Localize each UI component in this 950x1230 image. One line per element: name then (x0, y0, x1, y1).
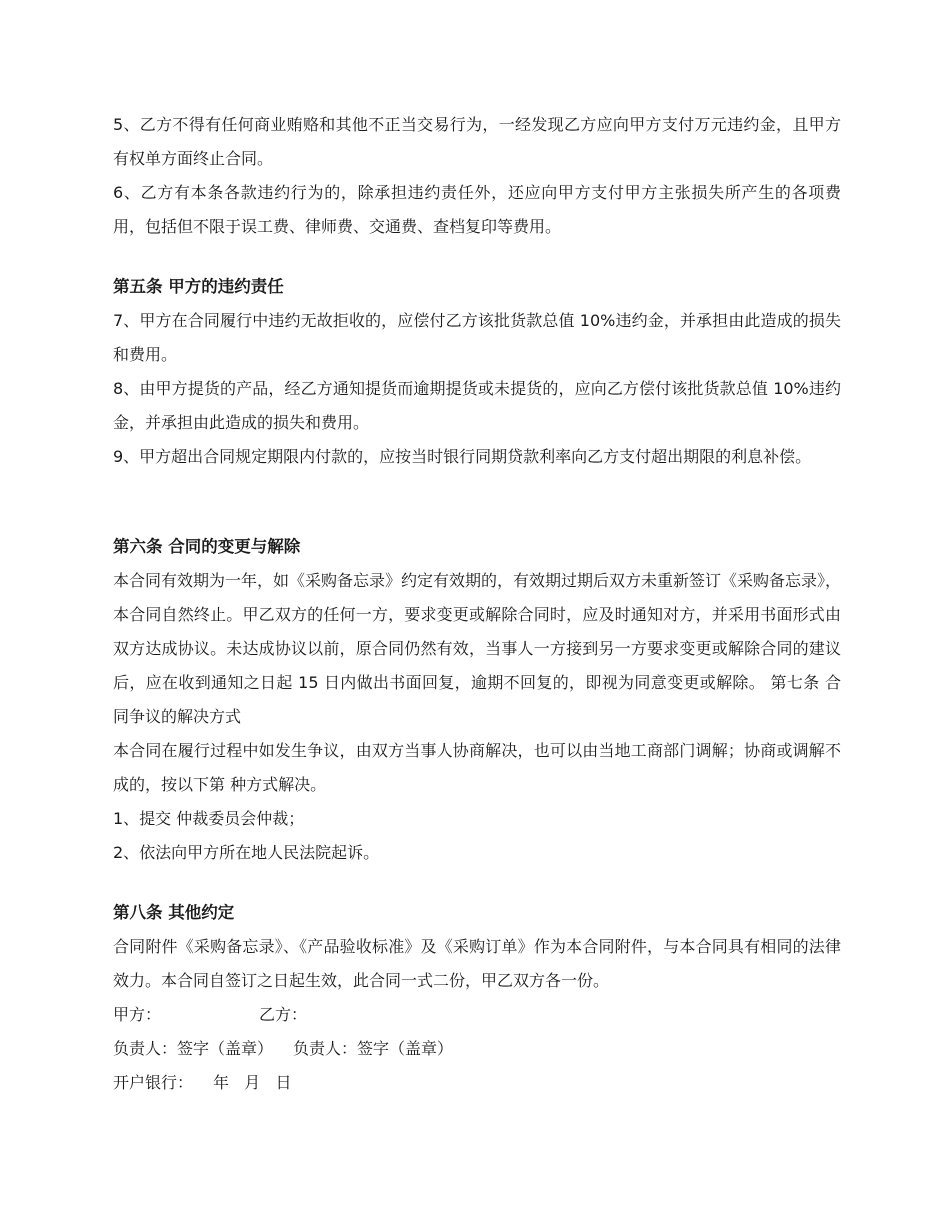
date-label: 年 月 日 (213, 1073, 292, 1092)
clause6-paragraph: 本合同有效期为一年，如《采购备忘录》约定有效期的，有效期过期后双方未重新签订《采购备忘录》，本合同自然终止。甲乙双方的任何一方，要求变更或解除合同时，应及时通知对方，并采用书面形式由双方达成协议。未达成协议以前，原合同仍然有效，当事人一方接到另一方要求变更或解除合同的建议后，应在收到通知之日起 15 日内做出书面回复，逾期不回复的，即视为同意变更或解除。 第七条 合同争议的解决方式 (113, 571, 842, 726)
clause4-item-6: 6、乙方有本条各款违约行为的，除承担违约责任外，还应向甲方支付甲方主张损失所产生的各项费用，包括但不限于误工费、律师费、交通费、查档复印等费用。 (113, 183, 841, 236)
clause5-item-8: 8、由甲方提货的产品，经乙方通知提货而逾期提货或未提货的，应向乙方偿付该批货款总值 10%违约金，并承担由此造成的损失和费用。 (113, 379, 841, 432)
bank-label: 开户银行： (113, 1073, 194, 1092)
party-a-label: 甲方： (113, 1005, 162, 1024)
rep-a-label: 负责人：签字（盖章） (113, 1039, 274, 1058)
clause4-item-5: 5、乙方不得有任何商业贿赂和其他不正当交易行为，一经发现乙方应向甲方支付万元违约金，且甲方有权单方面终止合同。 (113, 115, 841, 168)
contract-document (113, 108, 841, 1100)
clause8-heading: 第八条 其他约定 (113, 903, 235, 922)
signature-parties-row (113, 998, 841, 1032)
clause8-paragraph: 合同附件《采购备忘录》、《产品验收标准》及《采购订单》作为本合同附件，与本合同具有相同的法律效力。本合同自签订之日起生效，此合同一式二份，甲乙双方各一份。 (113, 937, 841, 990)
spacer (113, 244, 841, 270)
dispute-option-1: 1、提交 仲裁委员会仲裁； (113, 809, 305, 828)
clause5-heading: 第五条 甲方的违约责任 (113, 277, 284, 296)
clause5-item-7: 7、甲方在合同履行中违约无故拒收的，应偿付乙方该批货款总值 10%违约金，并承担由此造成的损失和费用。 (113, 311, 841, 364)
rep-b-label: 负责人：签字（盖章） (293, 1039, 454, 1058)
dispute-paragraph: 本合同在履行过程中如发生争议，由双方当事人协商解决，也可以由当地工商部门调解；协商或调解不成的，按以下第 种方式解决。 (113, 741, 841, 794)
dispute-option-2: 2、依法向甲方所在地人民法院起诉。 (113, 843, 380, 862)
signature-bank-row (113, 1066, 841, 1100)
clause6-heading: 第六条 合同的变更与解除 (113, 537, 301, 556)
spacer (113, 474, 841, 530)
party-b-label: 乙方： (259, 1005, 308, 1024)
clause5-item-9: 9、甲方超出合同规定期限内付款的，应按当时银行同期贷款利率向乙方支付超出期限的利息补偿。 (113, 447, 812, 466)
spacer (113, 870, 841, 896)
signature-representatives-row (113, 1032, 841, 1066)
